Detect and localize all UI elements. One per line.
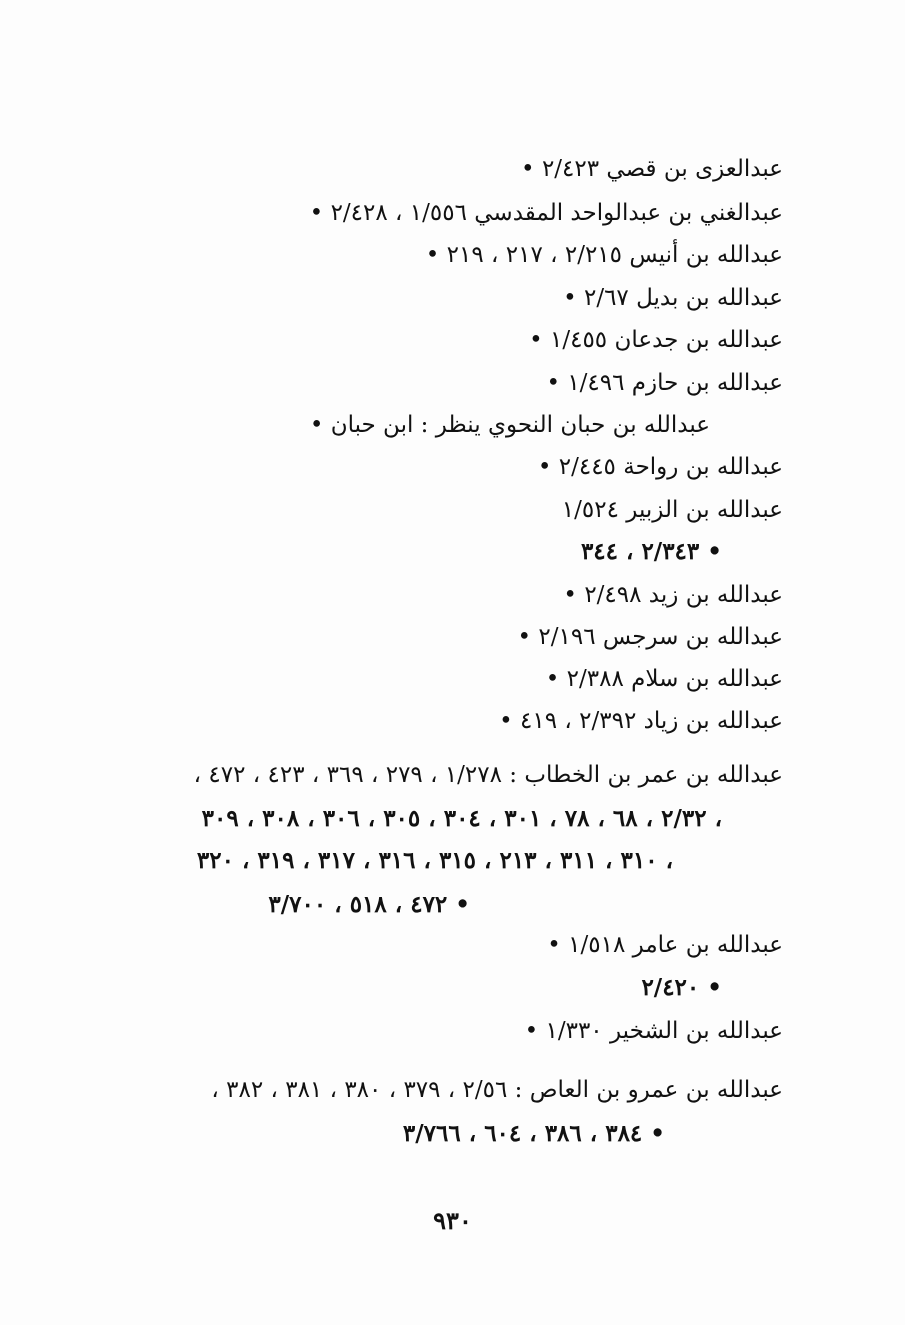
page-number: ٩٣٠ — [433, 1206, 472, 1235]
index-entry-continuation: ٣٨٤ ، ٣٨٦ ، ٦٠٤ ، ٣/٧٦٦ • — [402, 1120, 665, 1147]
index-entry: عبدالله بن عمرو بن العاص : ٢/٥٦ ، ٣٧٩ ، ٣٨٠ ، ٣٨١ ، ٣٨٢ ، — [211, 1077, 783, 1103]
index-entry: عبدالله بن سلام ٢/٣٨٨ • — [545, 666, 783, 692]
index-entry: عبدالله بن رواحة ٢/٤٤٥ • — [537, 454, 783, 480]
index-entry-continuation: ٣١٠ ، ٣١١ ، ٢١٣ ، ٣١٥ ، ٣١٦ ، ٣١٧ ، ٣١٩ ، ٣٢٠ ، — [196, 847, 673, 874]
index-entry: عبدالله بن الزبير ١/٥٢٤ — [561, 497, 783, 523]
index-entry: عبدالغني بن عبدالواحد المقدسي ١/٥٥٦ ، ٢/٤٢٨ • — [309, 200, 783, 226]
index-entry: عبدالله بن عمر بن الخطاب : ١/٢٧٨ ، ٢٧٩ ، ٣٦٩ ، ٤٢٣ ، ٤٧٢ ، — [193, 762, 783, 788]
index-entry-continuation: ٢/٤٢٠ • — [641, 974, 722, 1001]
index-entry: عبدالله بن الشخير ١/٣٣٠ • — [524, 1018, 783, 1044]
index-entry: عبدالعزى بن قصي ٢/٤٢٣ • — [521, 156, 783, 182]
index-entry-continuation: ٢/٣٢ ، ٦٨ ، ٧٨ ، ٣٠١ ، ٣٠٤ ، ٣٠٥ ، ٣٠٦ ، ٣٠٨ ، ٣٠٩ ، — [201, 805, 722, 832]
index-entry: عبدالله بن سرجس ٢/١٩٦ • — [517, 624, 783, 650]
index-entry: عبدالله بن جدعان ١/٤٥٥ • — [529, 327, 783, 353]
index-entry-cross-reference: عبدالله بن حبان النحوي ينظر : ابن حبان • — [309, 412, 710, 438]
index-entry-continuation: ٢/٣٤٣ ، ٣٤٤ • — [580, 538, 722, 565]
index-entry-continuation: ٤٧٢ ، ٥١٨ ، ٣/٧٠٠ • — [268, 891, 470, 918]
index-entry: عبدالله بن حازم ١/٤٩٦ • — [546, 370, 783, 396]
index-entry: عبدالله بن زيد ٢/٤٩٨ • — [563, 582, 783, 608]
index-entry: عبدالله بن بديل ٢/٦٧ • — [563, 285, 783, 311]
index-entry: عبدالله بن أنيس ٢/٢١٥ ، ٢١٧ ، ٢١٩ • — [425, 242, 783, 268]
index-entry: عبدالله بن زياد ٢/٣٩٢ ، ٤١٩ • — [499, 708, 783, 734]
index-entry: عبدالله بن عامر ١/٥١٨ • — [547, 932, 783, 958]
